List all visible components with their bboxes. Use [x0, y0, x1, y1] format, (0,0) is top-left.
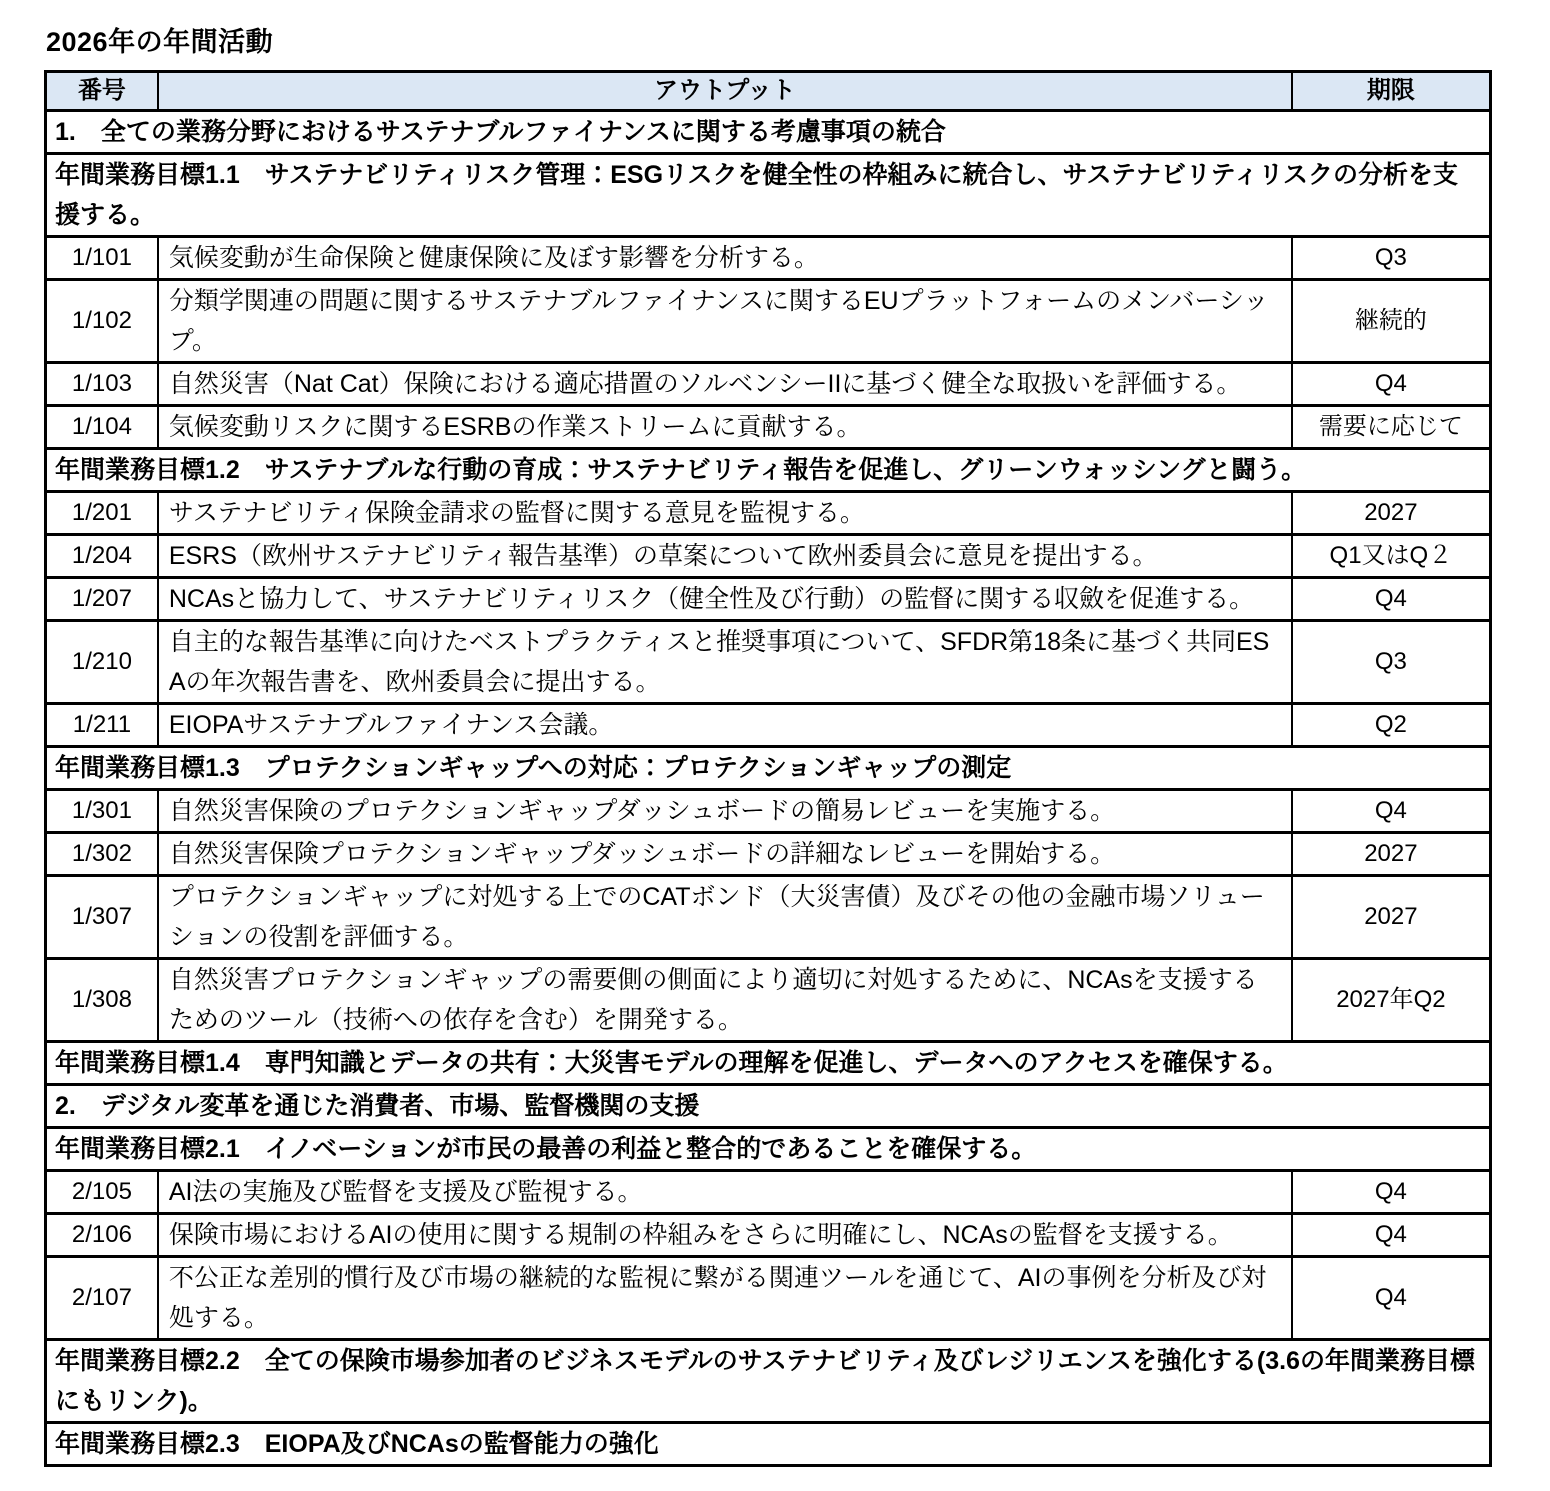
- objective-title: 年間業務目標1.3 プロテクションギャップへの対応：プロテクションギャップの測定: [46, 747, 1491, 790]
- row-output: サステナビリティ保険金請求の監督に関する意見を監視する。: [158, 492, 1292, 535]
- col-header-output: アウトプット: [158, 72, 1292, 111]
- row-number: 1/301: [46, 790, 158, 833]
- row-deadline: Q4: [1292, 363, 1491, 406]
- row-number: 2/106: [46, 1214, 158, 1257]
- objective-title: 年間業務目標1.4 専門知識とデータの共有：大災害モデルの理解を促進し、データへのアクセスを確保する。: [46, 1042, 1491, 1085]
- section-title: 2. デジタル変革を通じた消費者、市場、監督機関の支援: [46, 1085, 1491, 1128]
- row-number: 1/302: [46, 833, 158, 876]
- row-deadline: Q4: [1292, 790, 1491, 833]
- row-output: AI法の実施及び監督を支援及び監視する。: [158, 1171, 1292, 1214]
- table-row: [46, 621, 1491, 704]
- objective-title: 年間業務目標1.2 サステナブルな行動の育成：サステナビリティ報告を促進し、グリーンウォッシングと闘う。: [46, 449, 1491, 492]
- objective-row: [46, 449, 1491, 492]
- row-output: 自然災害（Nat Cat）保険における適応措置のソルベンシーIIに基づく健全な取扱いを評価する。: [158, 363, 1292, 406]
- row-deadline: Q3: [1292, 237, 1491, 280]
- row-deadline: Q4: [1292, 1171, 1491, 1214]
- row-number: 1/103: [46, 363, 158, 406]
- table-row: [46, 363, 1491, 406]
- section-row: [46, 1085, 1491, 1128]
- table-row: [46, 790, 1491, 833]
- table-row: [46, 280, 1491, 363]
- row-deadline: Q2: [1292, 704, 1491, 747]
- row-output: 自然災害プロテクションギャップの需要側の側面により適切に対処するために、NCAsを支援するためのツール（技術への依存を含む）を開発する。: [158, 959, 1292, 1042]
- objective-row: [46, 154, 1491, 237]
- row-output: ESRS（欧州サステナビリティ報告基準）の草案について欧州委員会に意見を提出する。: [158, 535, 1292, 578]
- row-number: 1/201: [46, 492, 158, 535]
- row-output: 気候変動が生命保険と健康保険に及ぼす影響を分析する。: [158, 237, 1292, 280]
- row-deadline: Q1又はQ２: [1292, 535, 1491, 578]
- table-header-row: [46, 72, 1491, 111]
- objective-title: 年間業務目標1.1 サステナビリティリスク管理：ESGリスクを健全性の枠組みに統合し、サステナビリティリスクの分析を支援する。: [46, 154, 1491, 237]
- table-row: [46, 1171, 1491, 1214]
- row-output: 不公正な差別的慣行及び市場の継続的な監視に繋がる関連ツールを通じて、AIの事例を分析及び対処する。: [158, 1257, 1292, 1340]
- row-number: 1/204: [46, 535, 158, 578]
- row-deadline: Q4: [1292, 1257, 1491, 1340]
- row-number: 1/210: [46, 621, 158, 704]
- row-number: 2/107: [46, 1257, 158, 1340]
- col-header-deadline: 期限: [1292, 72, 1491, 111]
- table-row: [46, 876, 1491, 959]
- objective-row: [46, 1128, 1491, 1171]
- objective-title: 年間業務目標2.1 イノベーションが市民の最善の利益と整合的であることを確保する。: [46, 1128, 1491, 1171]
- row-output: 保険市場におけるAIの使用に関する規制の枠組みをさらに明確にし、NCAsの監督を支援する。: [158, 1214, 1292, 1257]
- objective-title: 年間業務目標2.2 全ての保険市場参加者のビジネスモデルのサステナビリティ及びレジリエンスを強化する(3.6の年間業務目標にもリンク)。: [46, 1340, 1491, 1423]
- row-number: 2/105: [46, 1171, 158, 1214]
- row-number: 1/102: [46, 280, 158, 363]
- objective-row: [46, 1423, 1491, 1466]
- row-deadline: 2027年Q2: [1292, 959, 1491, 1042]
- col-header-number: 番号: [46, 72, 158, 111]
- table-row: [46, 535, 1491, 578]
- row-number: 1/101: [46, 237, 158, 280]
- section-title: 1. 全ての業務分野におけるサステナブルファイナンスに関する考慮事項の統合: [46, 111, 1491, 154]
- table-row: [46, 1214, 1491, 1257]
- row-deadline: Q4: [1292, 1214, 1491, 1257]
- table-row: [46, 1257, 1491, 1340]
- table-row: [46, 959, 1491, 1042]
- row-output: 気候変動リスクに関するESRBの作業ストリームに貢献する。: [158, 406, 1292, 449]
- row-output: 自然災害保険のプロテクションギャップダッシュボードの簡易レビューを実施する。: [158, 790, 1292, 833]
- row-number: 1/211: [46, 704, 158, 747]
- table-row: [46, 704, 1491, 747]
- row-deadline: Q4: [1292, 578, 1491, 621]
- objective-title: 年間業務目標2.3 EIOPA及びNCAsの監督能力の強化: [46, 1423, 1491, 1466]
- table-row: [46, 492, 1491, 535]
- table-row: [46, 833, 1491, 876]
- row-deadline: 2027: [1292, 876, 1491, 959]
- row-deadline: 2027: [1292, 833, 1491, 876]
- page-title: 2026年の年間活動: [46, 27, 274, 57]
- table-row: [46, 578, 1491, 621]
- objective-row: [46, 1042, 1491, 1085]
- row-output: NCAsと協力して、サステナビリティリスク（健全性及び行動）の監督に関する収斂を促進する。: [158, 578, 1292, 621]
- row-deadline: 継続的: [1292, 280, 1491, 363]
- row-number: 1/207: [46, 578, 158, 621]
- row-deadline: 需要に応じて: [1292, 406, 1491, 449]
- row-deadline: 2027: [1292, 492, 1491, 535]
- row-output: 分類学関連の問題に関するサステナブルファイナンスに関するEUプラットフォームのメンバーシップ。: [158, 280, 1292, 363]
- row-output: プロテクションギャップに対処する上でのCATボンド（大災害債）及びその他の金融市場ソリューションの役割を評価する。: [158, 876, 1292, 959]
- objective-row: [46, 747, 1491, 790]
- table-row: [46, 406, 1491, 449]
- row-output: 自然災害保険プロテクションギャップダッシュボードの詳細なレビューを開始する。: [158, 833, 1292, 876]
- row-output: 自主的な報告基準に向けたベストプラクティスと推奨事項について、SFDR第18条に基づく共同ESAの年次報告書を、欧州委員会に提出する。: [158, 621, 1292, 704]
- row-deadline: Q3: [1292, 621, 1491, 704]
- row-number: 1/104: [46, 406, 158, 449]
- table-row: [46, 237, 1491, 280]
- row-number: 1/308: [46, 959, 158, 1042]
- row-output: EIOPAサステナブルファイナンス会議。: [158, 704, 1292, 747]
- row-number: 1/307: [46, 876, 158, 959]
- activities-table: [44, 70, 1492, 1467]
- section-row: [46, 111, 1491, 154]
- objective-row: [46, 1340, 1491, 1423]
